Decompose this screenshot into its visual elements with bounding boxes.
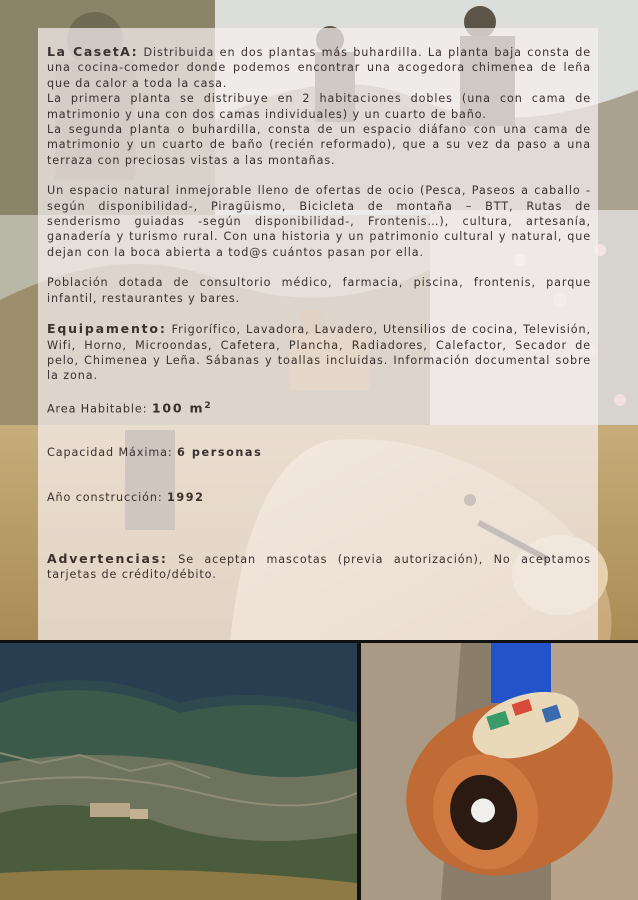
equipment-text: Frigorífico, Lavadora, Lavadero, Utensilios de cocina, Televisión, Wifi, Horno, Microondas, Cafetera, Plancha, Radiadores, Calefactor, Secador de pelo, Chimenea y Leña. Sábanas y toallas incluidas. Información documental sobre la zona. [47,323,591,383]
capacity-line [47,445,591,460]
environment-paragraph: Un espacio natural inmejorable lleno de ofertas de ocio (Pesca, Paseos a caballo -según disponibilidad-, Piragüismo, Bicicleta de montaña – BTT, Rutas de senderismo guiadas -según disponibilidad-, Frontenis…), cultura, artesanía, ganadería y turismo rural. Con una historia y un patrimonio cultural y natural, que dejan con la boca abierta a tod@s cuántos pasan por ella. [47,184,591,259]
house-name: La CasetA: [47,44,139,59]
year-label: Año construcción: [47,491,163,505]
year-value: 1992 [167,491,205,505]
area-line [47,399,591,417]
capacity-value: 6 personas [177,445,263,459]
equipment-label: Equipamento: [47,321,167,337]
house-p3: La segunda planta o buhardilla, consta de un espacio diáfano con una cama de matrimonio y un cuarto de baño (recién reformado), que a su vez da paso a una terraza con preciosas vistas a las montañas. [47,123,591,167]
warnings-label: Advertencias: [47,550,168,566]
capacity-label: Capacidad Máxima: [47,445,173,459]
mountain-valley-photo [0,643,357,900]
house-p1: Distribuida en dos plantas más buhardilla. La planta baja consta de una cocina-comedor donde podemos encontrar una acogedora chimenea de leña que da calor a toda la casa. [47,46,591,90]
area-unit-exponent: 2 [204,400,213,411]
house-p2: La primera planta se distribuye en 2 habitaciones dobles (una con cama de matrimonio y una con dos camas individuales) y un cuarto de baño. [47,92,591,121]
equipment-paragraph [47,321,591,384]
mosaic-pot-art [361,643,638,900]
mosaic-pot-photo [361,643,638,900]
mountain-valley-art [0,643,357,900]
area-value: 100 m [151,400,205,416]
warnings-paragraph [47,551,591,583]
warnings-text: Se aceptan mascotas (previa autorización), No aceptamos tarjetas de crédito/débito. [47,552,591,582]
services-paragraph: Población dotada de consultorio médico, farmacia, piscina, frontenis, parque infantil, restaurantes y bares. [47,276,591,305]
description-text [47,44,591,582]
year-line [47,490,591,505]
photo-strip [0,640,638,900]
house-description [47,44,591,91]
area-label: Area Habitable: [47,402,148,416]
